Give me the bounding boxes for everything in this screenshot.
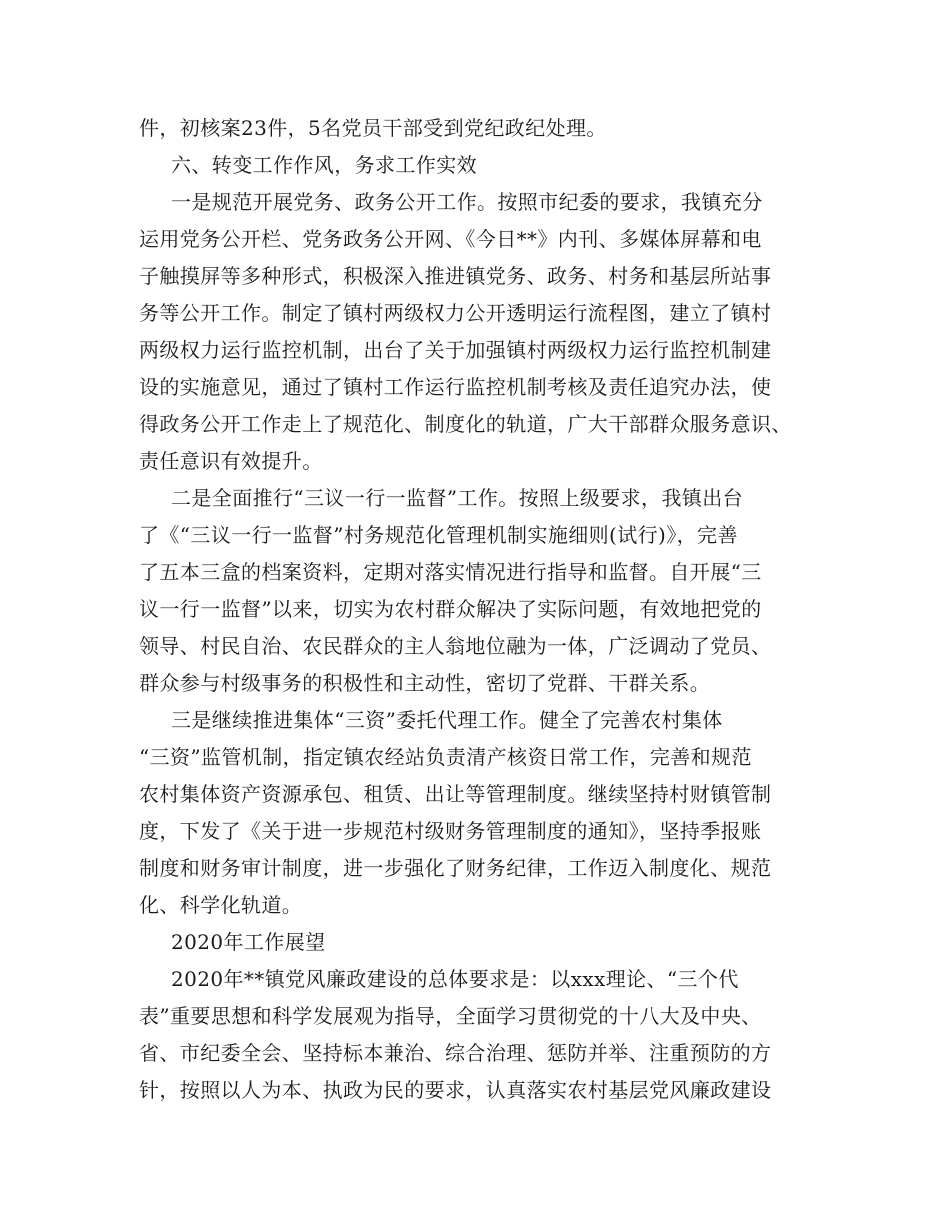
text-line: 二是全面推行“三议一行一监督”工作。按照上级要求，我镇出台 (171, 486, 744, 510)
text-line: 务等公开工作。制定了镇村两级权力公开透明运行流程图，建立了镇村 (139, 301, 772, 325)
text-line: 制度和财务审计制度，进一步强化了财务纪律，工作迈入制度化、规范 (139, 856, 772, 880)
text-line: 2020年**镇党风廉政建设的总体要求是：以xxx理论、“三个代 (171, 967, 739, 991)
text-line: 六、转变工作作风，务求工作实效 (171, 153, 477, 177)
text-line: 一是规范开展党务、政务公开工作。按照市纪委的要求，我镇充分 (171, 190, 763, 214)
document-body (139, 110, 829, 1109)
text-line: 群众参与村级事务的积极性和主动性，密切了党群、干群关系。 (139, 671, 711, 695)
text-line: 农村集体资产资源承包、租赁、出让等管理制度。继续坚持村财镇管制 (139, 782, 772, 806)
text-line: 责任意识有效提升。 (139, 449, 323, 473)
text-line: 议一行一监督”以来，切实为农村群众解决了实际问题，有效地把党的 (139, 597, 762, 621)
text-line: 子触摸屏等多种形式，积极深入推进镇党务、政务、村务和基层所站事 (139, 264, 772, 288)
text-line: 得政务公开工作走上了规范化、制度化的轨道，广大干部群众服务意识、 (139, 412, 792, 436)
text-line: 表”重要思想和科学发展观为指导，全面学习贯彻党的十八大及中央、 (139, 1004, 762, 1028)
text-line: 三是继续推进集体“三资”委托代理工作。健全了完善农村集体 (171, 708, 723, 732)
text-line: 省、市纪委全会、坚持标本兼治、综合治理、惩防并举、注重预防的方 (139, 1041, 772, 1065)
text-line: 度，下发了《关于进一步规范村级财务管理制度的通知》，坚持季报账 (139, 819, 762, 843)
text-line: 化、科学化轨道。 (139, 893, 303, 917)
text-line: 设的实施意见，通过了镇村工作运行监控机制考核及责任追究办法，使 (139, 375, 772, 399)
text-line: 了五本三盒的档案资料，定期对落实情况进行指导和监督。自开展“三 (139, 560, 762, 584)
text-line: “三资”监管机制，指定镇农经站负责清产核资日常工作，完善和规范 (139, 745, 752, 769)
text-line: 2020年工作展望 (171, 930, 326, 954)
text-line: 件，初核案23件，5名党员干部受到党纪政纪处理。 (139, 116, 607, 140)
text-line: 针，按照以人为本、执政为民的要求，认真落实农村基层党风廉政建设 (139, 1078, 772, 1102)
text-line: 了《“三议一行一监督”村务规范化管理机制实施细则(试行)》，完善 (139, 523, 738, 547)
text-line: 两级权力运行监控机制，出台了关于加强镇村两级权力运行监控机制建 (139, 338, 772, 362)
text-line: 运用党务公开栏、党务政务公开网、《今日**》内刊、多媒体屏幕和电 (139, 227, 762, 251)
text-line: 领导、村民自治、农民群众的主人翁地位融为一体，广泛调动了党员、 (139, 634, 772, 658)
